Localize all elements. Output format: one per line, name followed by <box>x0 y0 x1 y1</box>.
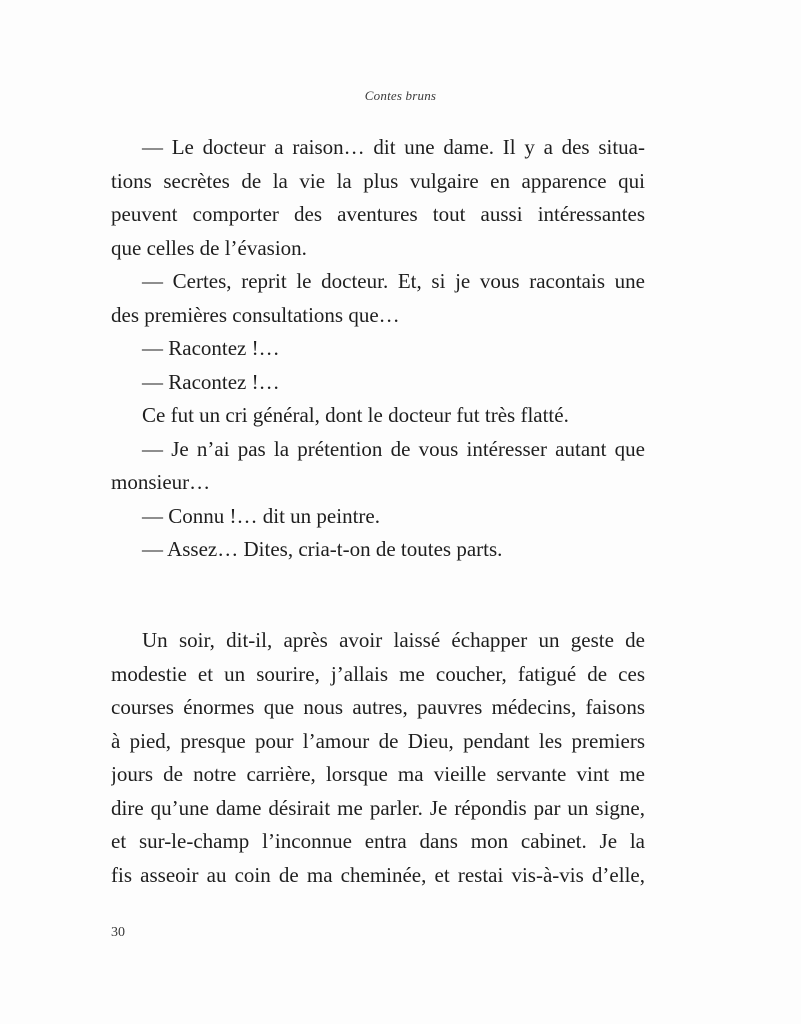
text-line: — Racontez !… <box>142 336 280 360</box>
text-line: des premières consultations que… <box>111 302 400 327</box>
text-line: — Assez… Dites, cria-t-on de toutes parts. <box>142 537 503 561</box>
text-line: monsieur… <box>111 470 211 494</box>
page-number: 30 <box>111 925 125 940</box>
text-line: peuvent comporter des aventures tout aussi intéressantes <box>111 202 645 226</box>
text-line: jours de notre carrière, lorsque ma vieille servante vint me <box>111 762 645 786</box>
text-line: — Certes, reprit le docteur. Et, si je vous racontais une <box>142 269 645 293</box>
text-line: modestie et un sourire, j’allais me coucher, fatigué de ces <box>111 661 645 686</box>
text-block-narrative <box>111 624 645 892</box>
text-line: courses énormes que nous autres, pauvres médecins, faisons <box>111 695 645 719</box>
running-head: Contes bruns <box>364 88 437 103</box>
text-block-dialogue <box>111 131 645 567</box>
text-line: — Racontez !… <box>142 369 280 394</box>
text-line: — Le docteur a raison… dit une dame. Il y a des situa- <box>142 135 645 159</box>
text-line: fis asseoir au coin de ma cheminée, et restai vis-à-vis d’elle, <box>111 862 645 887</box>
text-line: Ce fut un cri général, dont le docteur fut très flatté. <box>142 403 569 427</box>
text-line: à pied, presque pour l’amour de Dieu, pendant les premiers <box>111 728 645 753</box>
text-line: tions secrètes de la vie la plus vulgaire en apparence qui <box>111 168 645 193</box>
text-line: et sur-le-champ l’inconnue entra dans mon cabinet. Je la <box>111 829 645 853</box>
text-line: — Je n’ai pas la prétention de vous intéresser autant que <box>142 436 645 461</box>
text-line: dire qu’une dame désirait me parler. Je répondis par un signe, <box>111 795 645 820</box>
text-line: que celles de l’évasion. <box>111 235 307 260</box>
text-line: Un soir, dit-il, après avoir laissé échapper un geste de <box>142 628 645 652</box>
text-line: — Connu !… dit un peintre. <box>142 503 380 528</box>
